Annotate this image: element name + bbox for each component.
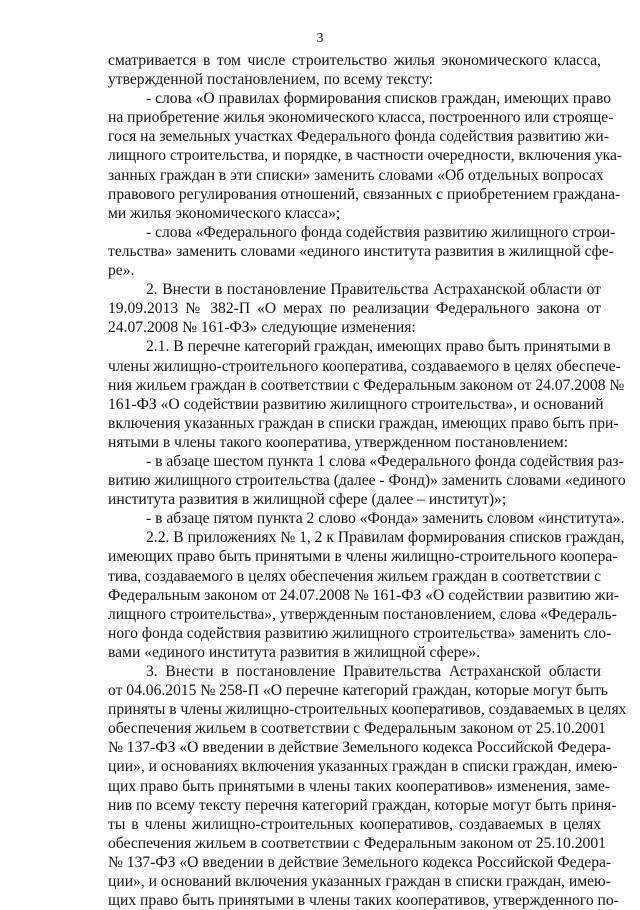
text-line: 19.09.2013 № 382-П «О мерах по реализации Федерального закона от xyxy=(108,300,601,318)
text-line: 3. Внести в постановление Правительства Астраханской области xyxy=(146,663,601,680)
document-body xyxy=(108,51,627,910)
text-line: сматривается в том числе строительство жилья экономического класса, xyxy=(108,52,601,69)
text-line: вами «единого института развития в жилищной сфере». xyxy=(108,643,481,661)
text-line: - слова «О правилах формирования списков граждан, имеющих право xyxy=(146,90,612,108)
text-line: тельства» заменить словами «единого института развития в жилищной сфе- xyxy=(108,242,614,260)
text-line: ного фонда содействия развитию жилищного строительства» заменить сло- xyxy=(108,624,612,642)
text-line: 2. Внести в постановление Правительства Астраханской области от xyxy=(146,281,601,299)
text-line: лищного строительства», утвержденным постановлением, слова «Федераль- xyxy=(108,605,617,623)
text-line: включения указанных граждан в списки граждан, имеющих право быть при- xyxy=(108,414,619,432)
text-line: 2.1. В перечне категорий граждан, имеющих право быть принятыми в xyxy=(146,338,611,356)
text-line: Федеральным законом от 24.07.2008 № 161-ФЗ «О содействии развитию жи- xyxy=(108,586,619,604)
text-line: ции», и оснований включения указанных граждан в списки граждан, имею- xyxy=(108,873,611,891)
text-line: ния жильем граждан в соответствии с Федеральным законом от 24.07.2008 № xyxy=(108,376,625,394)
text-line: 161-ФЗ «О содействии развитию жилищного строительства», и оснований xyxy=(108,395,604,413)
text-line: приняты в члены жилищно-строительных кооперативов, создаваемых в целях xyxy=(108,701,627,719)
text-line: утвержденной постановлением, по всему тексту: xyxy=(108,71,433,89)
text-line: обеспечения жильем в соответствии с Федеральным законом от 25.10.2001 xyxy=(108,834,606,852)
text-line: витию жилищного строительства (далее - Фонд)» заменить словами «единого xyxy=(108,472,626,490)
text-line: ми жилья экономического класса»; xyxy=(108,204,341,222)
text-line: ре». xyxy=(108,262,135,280)
text-line: - в абзаце шестом пункта 1 слова «Федерального фонда содействия раз- xyxy=(146,452,624,470)
text-line: от 04.06.2015 № 258-П «О перечне категорий граждан, которые могут быть xyxy=(108,682,608,700)
text-line: нив по всему тексту перечня категорий граждан, которые могут быть приня- xyxy=(108,796,617,814)
text-line: занных граждан в эти списки» заменить словами «Об отдельных вопросах xyxy=(108,166,604,184)
page-number: 3 xyxy=(316,31,324,46)
text-line: нятыми в члены такого кооператива, утвержденном постановлением: xyxy=(108,433,569,451)
text-line: гося на земельных участках Федерального фонда содействия развитию жи- xyxy=(108,128,609,146)
text-line: на приобретение жилья экономического класса, построенного или строяще- xyxy=(108,109,614,127)
text-line: щих право быть принятыми в члены таких кооперативов, утвержденного по- xyxy=(108,892,619,910)
text-line: лищного строительства, и порядке, в частности очередности, включения ука- xyxy=(108,147,623,165)
text-line: - в абзаце пятом пункта 2 слово «Фонда» заменить словом «института». xyxy=(146,510,625,528)
text-line: ты в члены жилищно-строительных кооперативов, создаваемых в целях xyxy=(108,815,601,833)
text-line: имеющих право быть принятыми в члены жилищно-строительного коопера- xyxy=(108,548,618,566)
text-line: обеспечения жильем в соответствии с Федеральным законом от 25.10.2001 xyxy=(108,720,606,738)
text-line: щих право быть принятыми в члены таких кооперативов» изменения, заме- xyxy=(108,777,611,795)
text-line: правового регулирования отношений, связанных с приобретением граждана- xyxy=(108,185,621,203)
text-line: члены жилищно-строительного кооператива, создаваемого в целях обеспече- xyxy=(108,357,621,375)
text-line: тива, создаваемого в целях обеспечения жильем граждан в соответствии с xyxy=(108,567,602,585)
text-line: № 137-ФЗ «О введении в действие Земельного кодекса Российской Федера- xyxy=(108,853,612,871)
text-line: 2.2. В приложениях № 1, 2 к Правилам формирования списков граждан, xyxy=(146,529,625,547)
text-line: № 137-ФЗ «О введении в действие Земельного кодекса Российской Федера- xyxy=(108,739,612,757)
text-line: - слова «Федерального фонда содействия развитию жилищного строи- xyxy=(146,223,616,241)
text-line: института развития в жилищной сфере (далее – институт)»; xyxy=(108,491,507,509)
text-line: ции», и основаниях включения указанных граждан в списки граждан, имею- xyxy=(108,758,618,776)
text-line: 24.07.2008 № 161-ФЗ» следующие изменения: xyxy=(108,319,416,337)
